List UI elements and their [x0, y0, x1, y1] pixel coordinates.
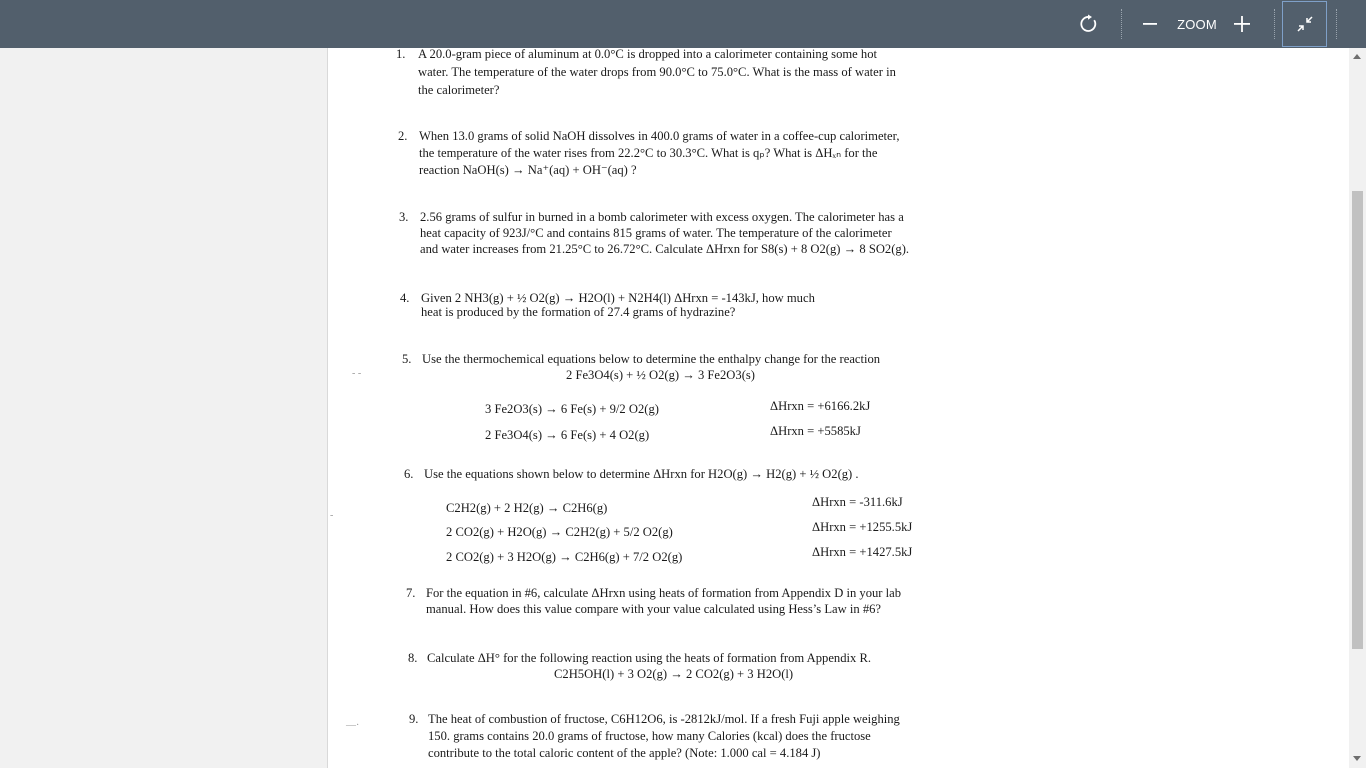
exit-fullscreen-button[interactable]	[1282, 1, 1327, 47]
given-equation: C2H2(g) + 2 H2(g) → C2H6(g)	[446, 501, 608, 515]
question-number: 6.	[404, 467, 414, 481]
enthalpy-value: ΔHrxn = +1427.5kJ	[812, 545, 913, 559]
zoom-in-button[interactable]	[1230, 0, 1254, 48]
question-line: contribute to the total caloric content of the apple? (Note: 1.000 cal = 4.184 J)	[428, 746, 821, 760]
toolbar-divider	[1121, 9, 1123, 39]
question-line: Calculate ΔH° for the following reaction using the heats of formation from Appendix R.	[427, 651, 872, 665]
viewer-toolbar	[0, 0, 1366, 48]
refresh-button[interactable]	[1071, 0, 1107, 48]
zoom-label: ZOOM	[1177, 16, 1217, 32]
scroll-down-icon[interactable]	[1353, 756, 1361, 761]
toolbar-divider	[1336, 9, 1338, 39]
enthalpy-value: ΔHrxn = +1255.5kJ	[812, 520, 913, 534]
question-line: Given 2 NH3(g) + ½ O2(g) → H2O(l) + N2H4(l) ΔHrxn = -143kJ, how much	[421, 291, 815, 305]
question-number: 9.	[409, 712, 419, 726]
scan-mark: -	[330, 510, 334, 521]
exit-fullscreen-icon	[1296, 15, 1314, 33]
question-line: water. The temperature of the water drops from 90.0°C to 75.0°C. What is the mass of water in	[418, 65, 896, 79]
scroll-up-icon[interactable]	[1353, 54, 1361, 59]
enthalpy-value: ΔHrxn = -311.6kJ	[812, 495, 903, 509]
question-line: Use the thermochemical equations below to determine the enthalpy change for the reaction	[422, 352, 881, 366]
given-equation: 2 CO2(g) + H2O(g) → C2H2(g) + 5/2 O2(g)	[446, 525, 673, 539]
question-number: 2.	[398, 129, 408, 143]
plus-icon	[1234, 16, 1250, 32]
question-line: heat capacity of 923J/°C and contains 815 grams of water. The temperature of the calorimeter	[420, 226, 892, 240]
given-equation: 3 Fe2O3(s) → 6 Fe(s) + 9/2 O2(g)	[485, 402, 659, 416]
question-number: 5.	[402, 352, 412, 366]
minus-icon	[1143, 17, 1157, 31]
question-number: 8.	[408, 651, 418, 665]
question-number: 4.	[400, 291, 410, 305]
document-page	[327, 48, 1350, 768]
vertical-scrollbar[interactable]	[1349, 48, 1366, 768]
question-line: and water increases from 21.25°C to 26.72°C. Calculate ΔHrxn for S8(s) + 8 O2(g) → 8 SO2(g).	[420, 242, 910, 256]
target-reaction: C2H5OH(l) + 3 O2(g) → 2 CO2(g) + 3 H2O(l)	[554, 667, 794, 681]
question-line: Use the equations shown below to determine ΔHrxn for H2O(g) → H2(g) + ½ O2(g) .	[424, 467, 859, 481]
enthalpy-value: ΔHrxn = +6166.2kJ	[770, 399, 871, 413]
question-line: 2.56 grams of sulfur in burned in a bomb calorimeter with excess oxygen. The calorimeter has a	[420, 210, 904, 224]
scan-mark: —·	[346, 720, 360, 731]
question-line: the calorimeter?	[418, 83, 500, 97]
question-line: When 13.0 grams of solid NaOH dissolves in 400.0 grams of water in a coffee-cup calorimeter,	[419, 129, 900, 143]
given-equation: 2 CO2(g) + 3 H2O(g) → C2H6(g) + 7/2 O2(g)	[446, 550, 683, 564]
question-line: heat is produced by the formation of 27.4 grams of hydrazine?	[421, 305, 736, 319]
refresh-icon	[1079, 14, 1099, 34]
question-line: manual. How does this value compare with your value calculated using Hess’s Law in #6?	[426, 602, 882, 616]
target-reaction: 2 Fe3O4(s) + ½ O2(g) → 3 Fe2O3(s)	[566, 368, 755, 382]
question-line: The heat of combustion of fructose, C6H12O6, is -2812kJ/mol. If a fresh Fuji apple weighing	[428, 712, 900, 726]
question-line: A 20.0-gram piece of aluminum at 0.0°C is dropped into a calorimeter containing some hot	[418, 48, 878, 61]
question-number: 3.	[399, 210, 409, 224]
question-line: 150. grams contains 20.0 grams of fructose, how many Calories (kcal) does the fructose	[428, 729, 871, 743]
enthalpy-value: ΔHrxn = +5585kJ	[770, 424, 861, 438]
given-equation: 2 Fe3O4(s) → 6 Fe(s) + 4 O2(g)	[485, 428, 650, 442]
question-number: 1.	[396, 48, 406, 61]
question-line: the temperature of the water rises from 22.2°C to 30.3°C. What is qₚ? What is ΔHₓₙ for the	[419, 146, 878, 160]
toolbar-divider	[1274, 9, 1276, 39]
question-number: 7.	[406, 586, 416, 600]
scan-mark: - -	[352, 368, 362, 379]
scrollbar-thumb[interactable]	[1352, 191, 1363, 649]
question-line: reaction NaOH(s) → Na⁺(aq) + OH⁻(aq) ?	[419, 163, 637, 177]
question-line: For the equation in #6, calculate ΔHrxn using heats of formation from Appendix D in your lab	[426, 586, 902, 600]
zoom-out-button[interactable]	[1138, 0, 1162, 48]
